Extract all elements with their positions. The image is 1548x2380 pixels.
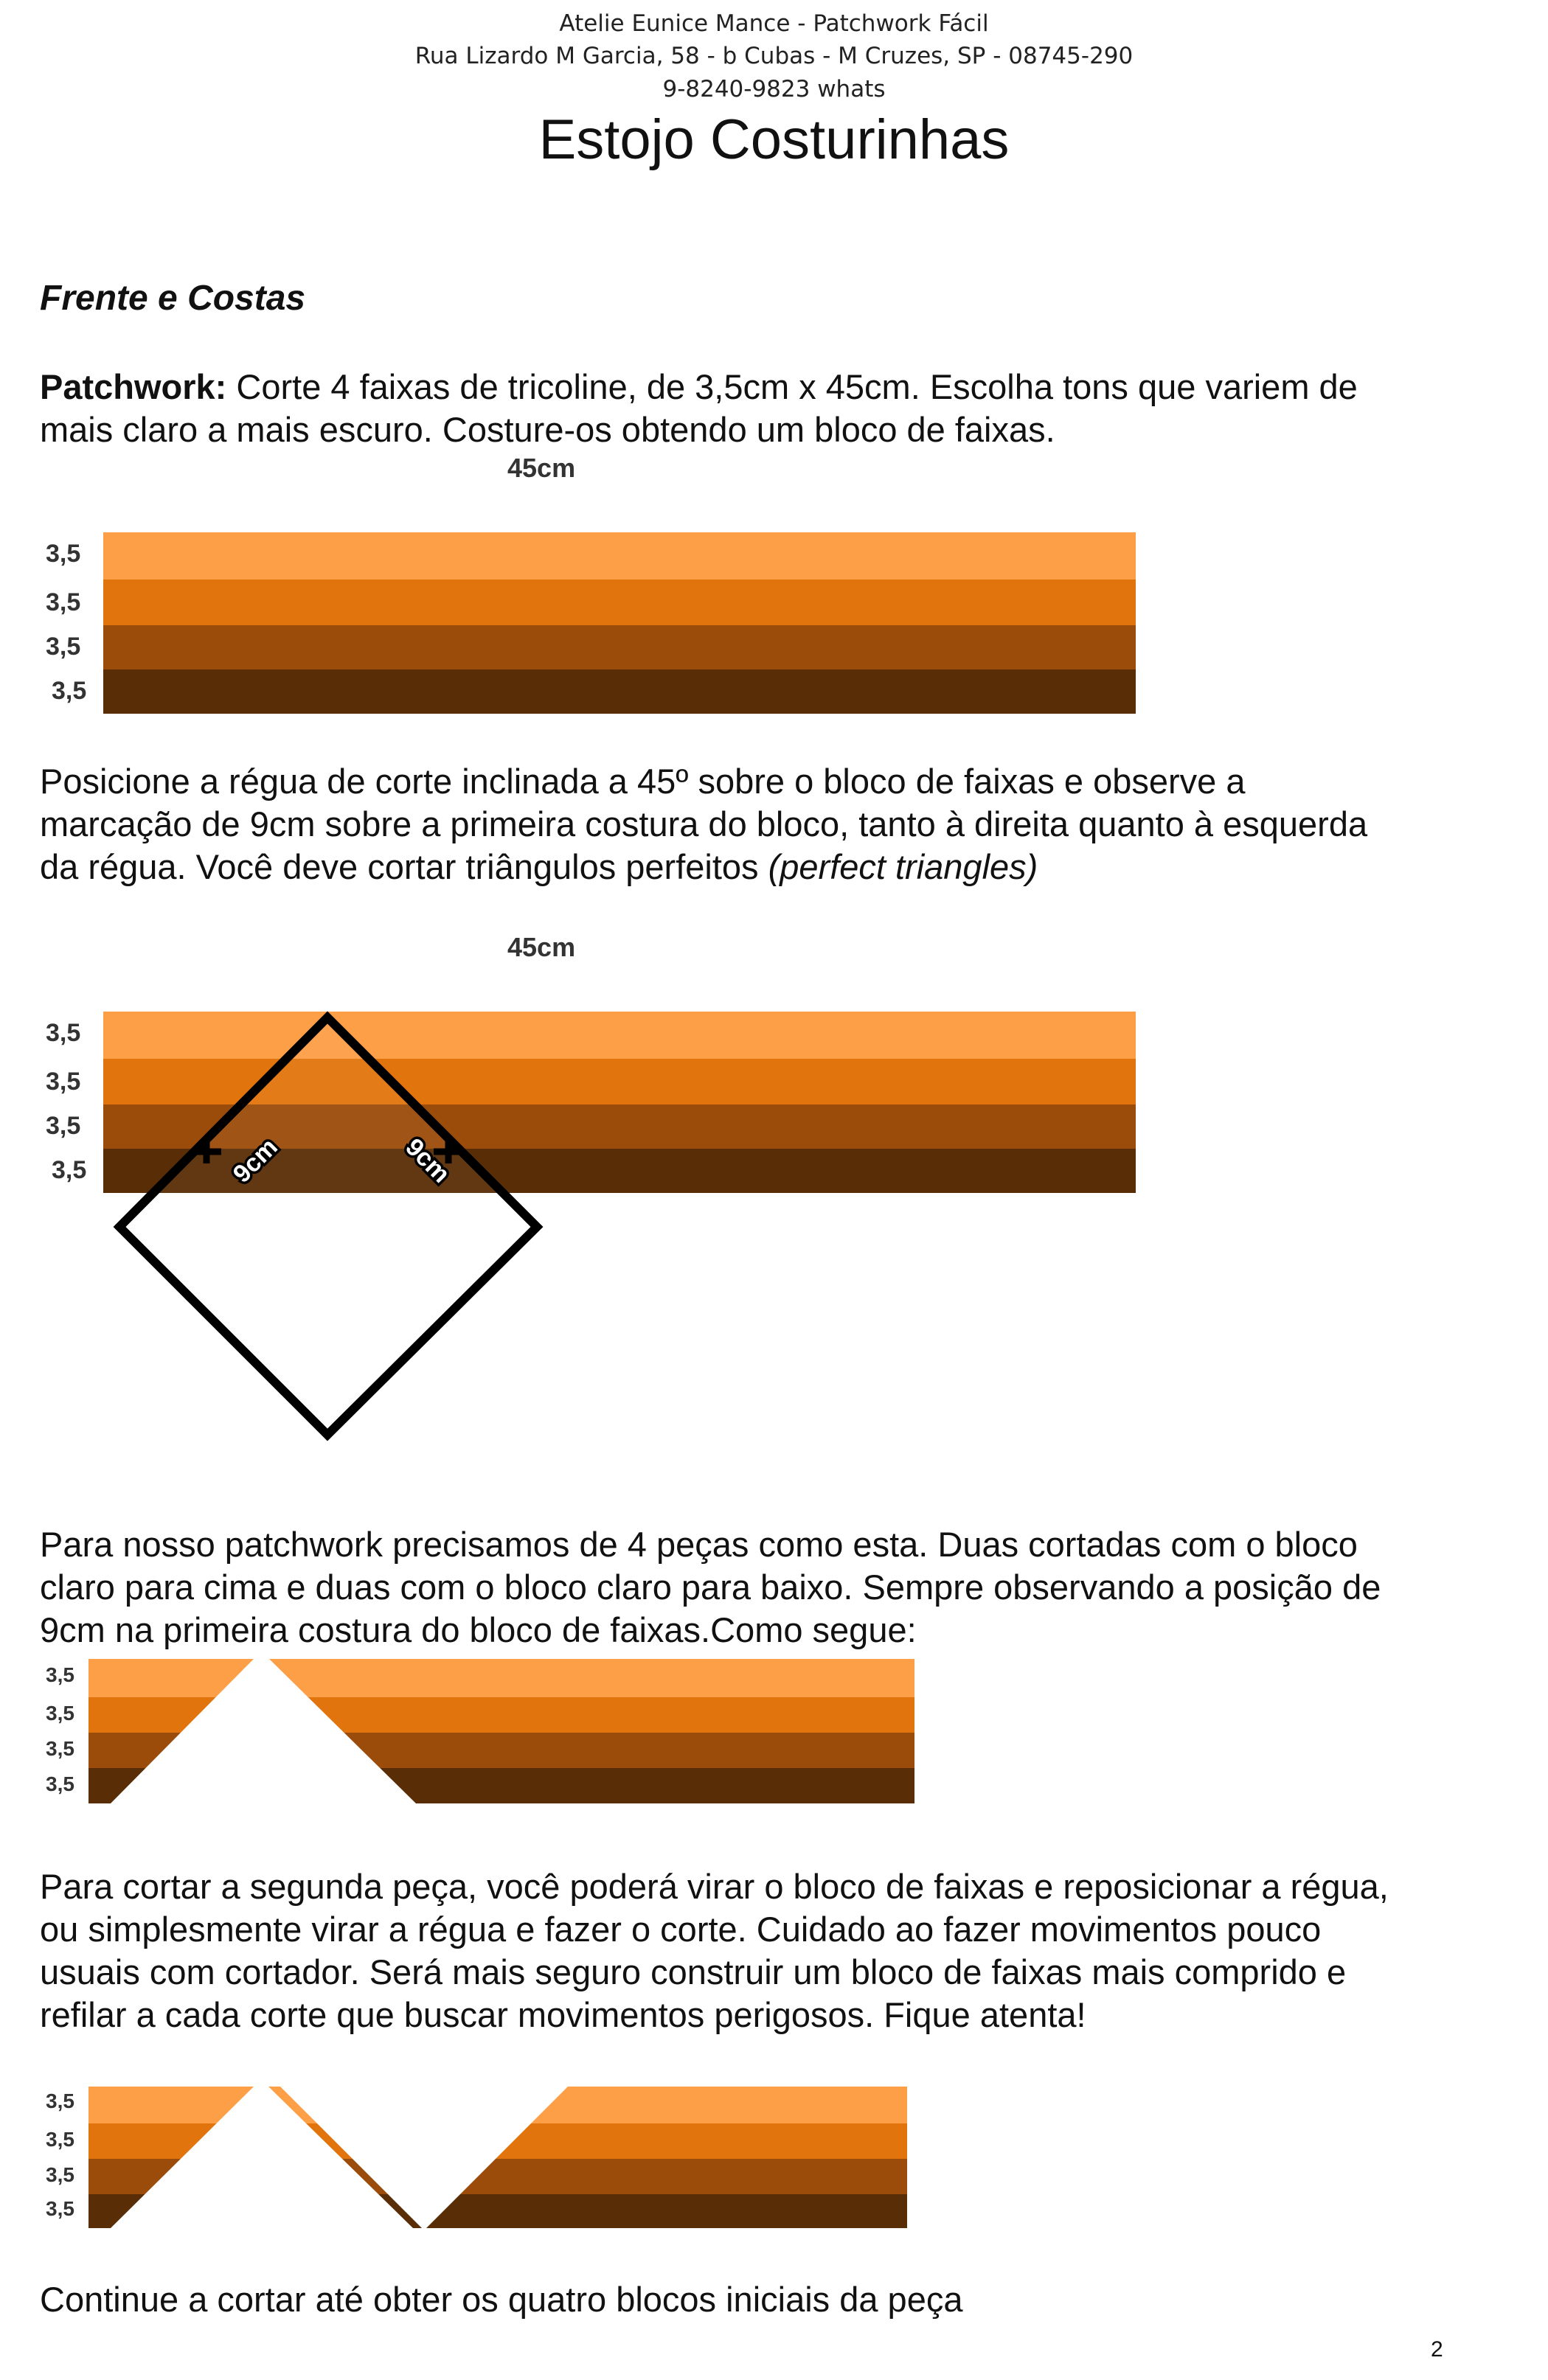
diagram4-row-label: 3,5 xyxy=(46,2197,74,2220)
diagram2-ruler-on-block xyxy=(0,1007,1150,1450)
para3-line1: Para nosso patchwork precisamos de 4 peças como esta. Duas cortadas com o bloco xyxy=(40,1525,1358,1564)
diagram4-row-label: 3,5 xyxy=(46,2163,74,2186)
para2-line3: da régua. Você deve cortar triângulos perfeitos xyxy=(40,847,768,886)
diagram1-strip-block xyxy=(0,528,1150,720)
diagram3-row-label: 3,5 xyxy=(46,1663,74,1686)
para3-line2: claro para cima e duas com o bloco claro para baixo. Sempre observando a posição de xyxy=(40,1567,1381,1607)
diagram4-row-label: 3,5 xyxy=(46,2128,74,2151)
diagram4-second-cut xyxy=(0,2078,929,2240)
diagram3-row-label: 3,5 xyxy=(46,1702,74,1725)
para2-line2: marcação de 9cm sobre a primeira costura do bloco, tanto à direita quanto à esquerda xyxy=(40,804,1368,843)
para4-line1: Para cortar a segunda peça, você poderá virar o bloco de faixas e reposicionar a régua, xyxy=(40,1867,1389,1906)
page-number: 2 xyxy=(1431,2337,1443,2362)
ruler-mark-left: 9cm xyxy=(227,1132,283,1189)
paragraph-ruler xyxy=(40,760,1485,888)
paragraph-continue: Continue a cortar até obter os quatro blocos iniciais da peça xyxy=(40,2280,963,2319)
paragraph-second-piece xyxy=(40,1865,1485,2036)
strip-dark xyxy=(103,625,1136,669)
patchwork-label: Patchwork: xyxy=(40,367,227,406)
para2-italic: (perfect triangles) xyxy=(768,847,1038,886)
para4-line4: refilar a cada corte que buscar movimentos perigosos. Fique atenta! xyxy=(40,1995,1086,2034)
page-title: Estojo Costurinhas xyxy=(538,108,1010,171)
diagram1-width-label: 45cm xyxy=(507,453,576,483)
diagram2-row-label: 3,5 xyxy=(46,1019,81,1047)
strip-darkest xyxy=(103,669,1136,714)
diagram1-row-label: 3,5 xyxy=(52,677,87,705)
para4-line3: usuais com cortador. Será mais seguro construir um bloco de faixas mais comprido e xyxy=(40,1952,1347,1991)
section-title: Frente e Costas xyxy=(40,279,306,318)
diagram1-row-label: 3,5 xyxy=(46,540,81,568)
strip-medium xyxy=(103,580,1136,625)
paragraph-patchwork xyxy=(40,366,1485,451)
header-address: Rua Lizardo M Garcia, 58 - b Cubas - M Cruzes, SP - 08745-290 xyxy=(414,43,1134,69)
para1-line1: Corte 4 faixas de tricoline, de 3,5cm x 45cm. Escolha tons que variem de xyxy=(226,367,1358,406)
diagram1-row-label: 3,5 xyxy=(46,633,81,661)
diagram3-row-label: 3,5 xyxy=(46,1772,74,1795)
diagram3-first-cut xyxy=(0,1652,929,1814)
header-phone: 9-8240-9823 whats xyxy=(662,76,886,102)
diagram2-width-label: 45cm xyxy=(507,932,576,962)
diagram2-row-label: 3,5 xyxy=(52,1156,87,1184)
para1-line2: mais claro a mais escuro. Costure-os obtendo um bloco de faixas. xyxy=(40,410,1055,449)
diagram4-row-label: 3,5 xyxy=(46,2090,74,2112)
diagram2-row-label: 3,5 xyxy=(46,1112,81,1140)
header-company: Atelie Eunice Mance - Patchwork Fácil xyxy=(559,10,989,37)
diagram3-row-label: 3,5 xyxy=(46,1737,74,1760)
ruler-mark-right: 9cm xyxy=(400,1132,456,1189)
diagram1-row-label: 3,5 xyxy=(46,588,81,616)
para3-line3: 9cm na primeira costura do bloco de faixas.Como segue: xyxy=(40,1610,917,1649)
strip-light xyxy=(103,1012,1136,1059)
paragraph-four-pieces xyxy=(40,1523,1485,1652)
strip-light xyxy=(103,532,1136,580)
para2-line1: Posicione a régua de corte inclinada a 45º sobre o bloco de faixas e observe a xyxy=(40,762,1246,801)
diagram2-row-label: 3,5 xyxy=(46,1068,81,1096)
para4-line2: ou simplesmente virar a régua e fazer o corte. Cuidado ao fazer movimentos pouco xyxy=(40,1910,1322,1949)
